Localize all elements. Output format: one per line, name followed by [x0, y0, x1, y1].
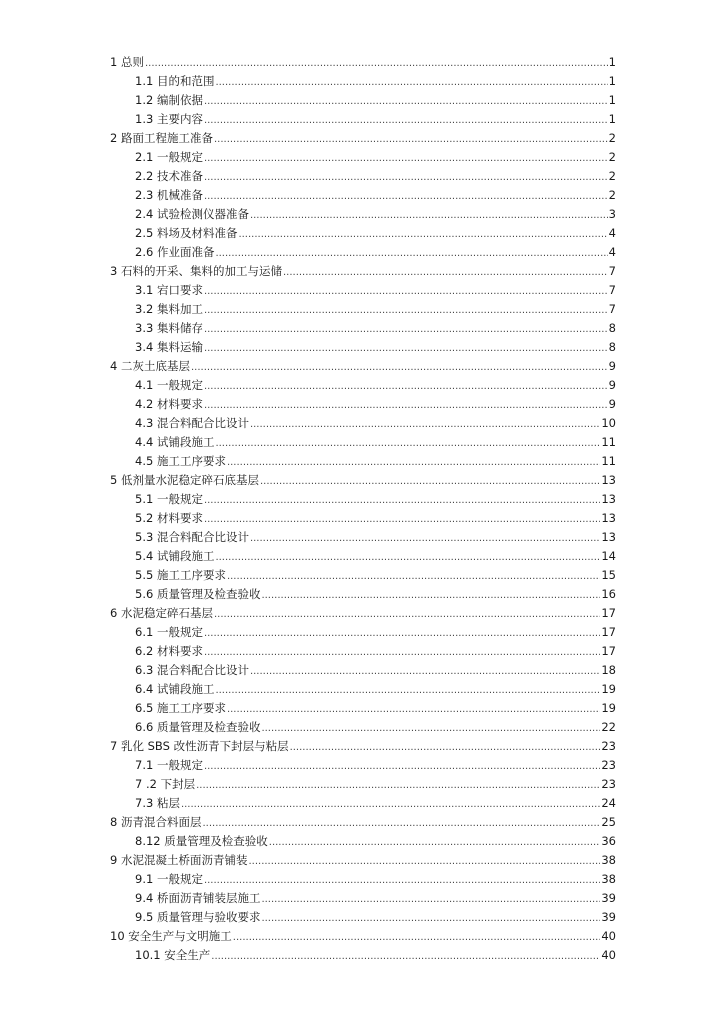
toc-dot-leader	[204, 870, 600, 890]
toc-entry[interactable]	[110, 338, 616, 357]
toc-entry-page-number: 23	[601, 739, 616, 753]
toc-dot-leader	[211, 946, 600, 966]
toc-entry-title: 9 水泥混凝土桥面沥青铺装	[110, 853, 248, 867]
toc-entry-page-number: 25	[601, 815, 616, 829]
toc-entry[interactable]	[110, 566, 616, 585]
toc-entry[interactable]	[110, 414, 616, 433]
toc-entry[interactable]	[110, 319, 616, 338]
toc-entry-page-number: 24	[601, 796, 616, 810]
toc-entry[interactable]	[110, 53, 616, 72]
toc-entry-title: 4.1 一般规定	[135, 378, 203, 392]
toc-entry-page-number: 40	[601, 948, 616, 962]
toc-entry-page-number: 1	[608, 93, 616, 107]
toc-entry[interactable]	[110, 813, 616, 832]
toc-entry-page-number: 10	[601, 416, 616, 430]
toc-dot-leader	[215, 547, 600, 567]
toc-entry-title: 6.5 施工工序要求	[135, 701, 226, 715]
toc-dot-leader	[196, 775, 600, 795]
toc-entry-title: 2 路面工程施工准备	[110, 131, 213, 145]
toc-entry[interactable]	[110, 110, 616, 129]
toc-dot-leader	[204, 281, 608, 301]
toc-entry-title: 5.3 混合料配合比设计	[135, 530, 249, 544]
toc-entry-page-number: 13	[601, 530, 616, 544]
toc-dot-leader	[204, 490, 600, 510]
toc-entry-page-number: 9	[608, 359, 616, 373]
toc-entry-title: 4.5 施工工序要求	[135, 454, 226, 468]
toc-dot-leader	[227, 699, 600, 719]
toc-entry-page-number: 7	[608, 283, 616, 297]
toc-entry-title: 1.2 编制依据	[135, 93, 203, 107]
toc-entry-title: 5 低剂量水泥稳定碎石底基层	[110, 473, 259, 487]
toc-entry-title: 1.3 主要内容	[135, 112, 203, 126]
toc-entry-page-number: 2	[608, 131, 616, 145]
toc-entry-page-number: 13	[601, 473, 616, 487]
toc-entry-page-number: 15	[601, 568, 616, 582]
toc-entry[interactable]	[110, 547, 616, 566]
toc-entry-page-number: 8	[608, 340, 616, 354]
toc-entry[interactable]	[110, 395, 616, 414]
toc-entry[interactable]	[110, 889, 616, 908]
toc-entry-page-number: 38	[601, 872, 616, 886]
toc-dot-leader	[250, 205, 608, 225]
toc-entry-page-number: 9	[608, 378, 616, 392]
toc-entry[interactable]	[110, 243, 616, 262]
toc-dot-leader	[214, 604, 600, 624]
toc-entry-page-number: 9	[608, 397, 616, 411]
toc-entry-title: 6.1 一般规定	[135, 625, 203, 639]
toc-dot-leader	[250, 661, 600, 681]
toc-entry-page-number: 39	[601, 910, 616, 924]
toc-entry[interactable]	[110, 870, 616, 889]
toc-entry-title: 2.2 技术准备	[135, 169, 203, 183]
toc-entry[interactable]	[110, 281, 616, 300]
toc-entry-title: 10.1 安全生产	[135, 948, 211, 962]
toc-dot-leader	[261, 908, 600, 928]
toc-dot-leader	[181, 794, 600, 814]
toc-dot-leader	[261, 585, 600, 605]
toc-dot-leader	[204, 91, 608, 111]
toc-entry[interactable]	[110, 357, 616, 376]
toc-entry[interactable]	[110, 148, 616, 167]
toc-dot-leader	[204, 509, 600, 529]
toc-entry-page-number: 17	[601, 606, 616, 620]
toc-entry-page-number: 39	[601, 891, 616, 905]
toc-entry[interactable]	[110, 604, 616, 623]
toc-dot-leader	[145, 53, 608, 73]
toc-entry[interactable]	[110, 946, 616, 965]
toc-entry-title: 7.1 一般规定	[135, 758, 203, 772]
table-of-contents	[110, 53, 616, 965]
toc-entry-page-number: 2	[608, 150, 616, 164]
toc-dot-leader	[248, 851, 600, 871]
toc-entry-title: 2.5 料场及材料准备	[135, 226, 238, 240]
toc-entry[interactable]	[110, 72, 616, 91]
toc-entry-title: 3.3 集料储存	[135, 321, 203, 335]
toc-entry-title: 3.4 集料运输	[135, 340, 203, 354]
toc-entry-page-number: 19	[601, 682, 616, 696]
toc-entry-page-number: 14	[601, 549, 616, 563]
toc-entry[interactable]	[110, 224, 616, 243]
toc-entry-title: 9.1 一般规定	[135, 872, 203, 886]
toc-dot-leader	[214, 129, 608, 149]
toc-entry[interactable]	[110, 623, 616, 642]
toc-entry-title: 5.4 试铺段施工	[135, 549, 215, 563]
toc-entry-title: 2.3 机械准备	[135, 188, 203, 202]
toc-entry-title: 9.4 桥面沥青铺装层施工	[135, 891, 261, 905]
toc-entry-title: 3 石料的开采、集料的加工与运储	[110, 264, 282, 278]
toc-entry[interactable]	[110, 699, 616, 718]
toc-entry-title: 7 乳化 SBS 改性沥青下封层与粘层	[110, 739, 289, 753]
toc-entry-page-number: 4	[608, 226, 616, 240]
toc-entry[interactable]	[110, 642, 616, 661]
toc-dot-leader	[204, 186, 608, 206]
toc-entry[interactable]	[110, 851, 616, 870]
toc-dot-leader	[215, 72, 607, 92]
toc-dot-leader	[204, 756, 600, 776]
toc-entry[interactable]	[110, 661, 616, 680]
toc-entry-page-number: 13	[601, 492, 616, 506]
toc-entry[interactable]	[110, 509, 616, 528]
toc-entry-page-number: 1	[608, 74, 616, 88]
toc-entry-page-number: 17	[601, 625, 616, 639]
toc-entry[interactable]	[110, 927, 616, 946]
toc-entry[interactable]	[110, 452, 616, 471]
toc-entry-page-number: 22	[601, 720, 616, 734]
toc-dot-leader	[204, 623, 600, 643]
toc-entry-title: 5.1 一般规定	[135, 492, 203, 506]
toc-entry-page-number: 1	[608, 112, 616, 126]
toc-entry[interactable]	[110, 908, 616, 927]
toc-entry-page-number: 7	[608, 302, 616, 316]
toc-dot-leader	[204, 376, 608, 396]
toc-entry-title: 3.2 集料加工	[135, 302, 203, 316]
toc-entry[interactable]	[110, 91, 616, 110]
toc-dot-leader	[238, 224, 607, 244]
toc-entry-title: 7.3 粘层	[135, 796, 180, 810]
toc-entry[interactable]	[110, 680, 616, 699]
toc-entry-title: 5.6 质量管理及检查验收	[135, 587, 261, 601]
toc-dot-leader	[215, 243, 607, 263]
toc-entry-page-number: 18	[601, 663, 616, 677]
toc-dot-leader	[283, 262, 608, 282]
toc-entry-title: 8 沥青混合料面层	[110, 815, 202, 829]
toc-dot-leader	[204, 319, 608, 339]
toc-dot-leader	[250, 414, 600, 434]
toc-entry-title: 5.2 材料要求	[135, 511, 203, 525]
toc-entry-title: 2.6 作业面准备	[135, 245, 215, 259]
toc-entry-title: 10 安全生产与文明施工	[110, 929, 232, 943]
toc-entry-page-number: 16	[601, 587, 616, 601]
toc-entry[interactable]	[110, 585, 616, 604]
toc-entry[interactable]	[110, 794, 616, 813]
toc-entry[interactable]	[110, 832, 616, 851]
toc-dot-leader	[204, 167, 608, 187]
toc-dot-leader	[204, 395, 608, 415]
toc-dot-leader	[290, 737, 601, 757]
toc-dot-leader	[215, 433, 600, 453]
toc-dot-leader	[215, 680, 600, 700]
toc-entry-title: 6 水泥稳定碎石基层	[110, 606, 213, 620]
toc-dot-leader	[250, 528, 600, 548]
toc-entry-page-number: 13	[601, 511, 616, 525]
toc-entry-page-number: 3	[608, 207, 616, 221]
toc-entry[interactable]	[110, 376, 616, 395]
toc-dot-leader	[204, 148, 608, 168]
toc-entry-page-number: 4	[608, 245, 616, 259]
toc-dot-leader	[204, 642, 600, 662]
toc-entry-title: 6.6 质量管理及检查验收	[135, 720, 261, 734]
toc-entry-title: 1 总则	[110, 55, 144, 69]
toc-entry-title: 4.2 材料要求	[135, 397, 203, 411]
toc-dot-leader	[204, 338, 608, 358]
toc-entry[interactable]	[110, 433, 616, 452]
toc-dot-leader	[260, 471, 600, 491]
toc-dot-leader	[191, 357, 608, 377]
toc-entry-page-number: 23	[601, 758, 616, 772]
toc-entry-title: 2.1 一般规定	[135, 150, 203, 164]
toc-entry-title: 6.3 混合料配合比设计	[135, 663, 249, 677]
toc-entry-page-number: 40	[601, 929, 616, 943]
toc-entry[interactable]	[110, 718, 616, 737]
toc-entry[interactable]	[110, 300, 616, 319]
toc-entry-title: 7 .2 下封层	[135, 777, 196, 791]
toc-entry-title: 4.3 混合料配合比设计	[135, 416, 249, 430]
toc-entry[interactable]	[110, 737, 616, 756]
toc-dot-leader	[227, 566, 600, 586]
toc-dot-leader	[204, 110, 608, 130]
toc-entry[interactable]	[110, 775, 616, 794]
toc-entry-title: 4 二灰土底基层	[110, 359, 190, 373]
toc-entry-page-number: 38	[601, 853, 616, 867]
toc-entry-page-number: 23	[601, 777, 616, 791]
toc-dot-leader	[233, 927, 601, 947]
toc-entry-title: 5.5 施工工序要求	[135, 568, 226, 582]
toc-entry[interactable]	[110, 756, 616, 775]
toc-entry[interactable]	[110, 167, 616, 186]
toc-entry[interactable]	[110, 186, 616, 205]
toc-entry-page-number: 11	[601, 454, 616, 468]
toc-entry-title: 6.4 试铺段施工	[135, 682, 215, 696]
toc-entry-page-number: 19	[601, 701, 616, 715]
toc-dot-leader	[261, 718, 600, 738]
toc-entry-title: 6.2 材料要求	[135, 644, 203, 658]
toc-entry-page-number: 36	[601, 834, 616, 848]
toc-dot-leader	[202, 813, 600, 833]
toc-entry[interactable]	[110, 471, 616, 490]
toc-entry[interactable]	[110, 129, 616, 148]
toc-dot-leader	[204, 300, 608, 320]
toc-entry-title: 9.5 质量管理与验收要求	[135, 910, 261, 924]
toc-entry[interactable]	[110, 528, 616, 547]
toc-entry-title: 4.4 试铺段施工	[135, 435, 215, 449]
toc-entry-title: 1.1 目的和范围	[135, 74, 215, 88]
toc-dot-leader	[261, 889, 600, 909]
toc-entry-title: 8.12 质量管理及检查验收	[135, 834, 268, 848]
toc-entry-title: 3.1 宕口要求	[135, 283, 203, 297]
toc-entry[interactable]	[110, 490, 616, 509]
toc-entry-page-number: 1	[608, 55, 616, 69]
toc-dot-leader	[269, 832, 601, 852]
toc-entry[interactable]	[110, 205, 616, 224]
toc-entry-page-number: 17	[601, 644, 616, 658]
toc-entry-page-number: 2	[608, 169, 616, 183]
toc-entry-title: 2.4 试验检测仪器准备	[135, 207, 249, 221]
toc-entry-page-number: 2	[608, 188, 616, 202]
toc-entry-page-number: 7	[608, 264, 616, 278]
toc-dot-leader	[227, 452, 600, 472]
toc-entry[interactable]	[110, 262, 616, 281]
toc-entry-page-number: 8	[608, 321, 616, 335]
toc-entry-page-number: 11	[601, 435, 616, 449]
